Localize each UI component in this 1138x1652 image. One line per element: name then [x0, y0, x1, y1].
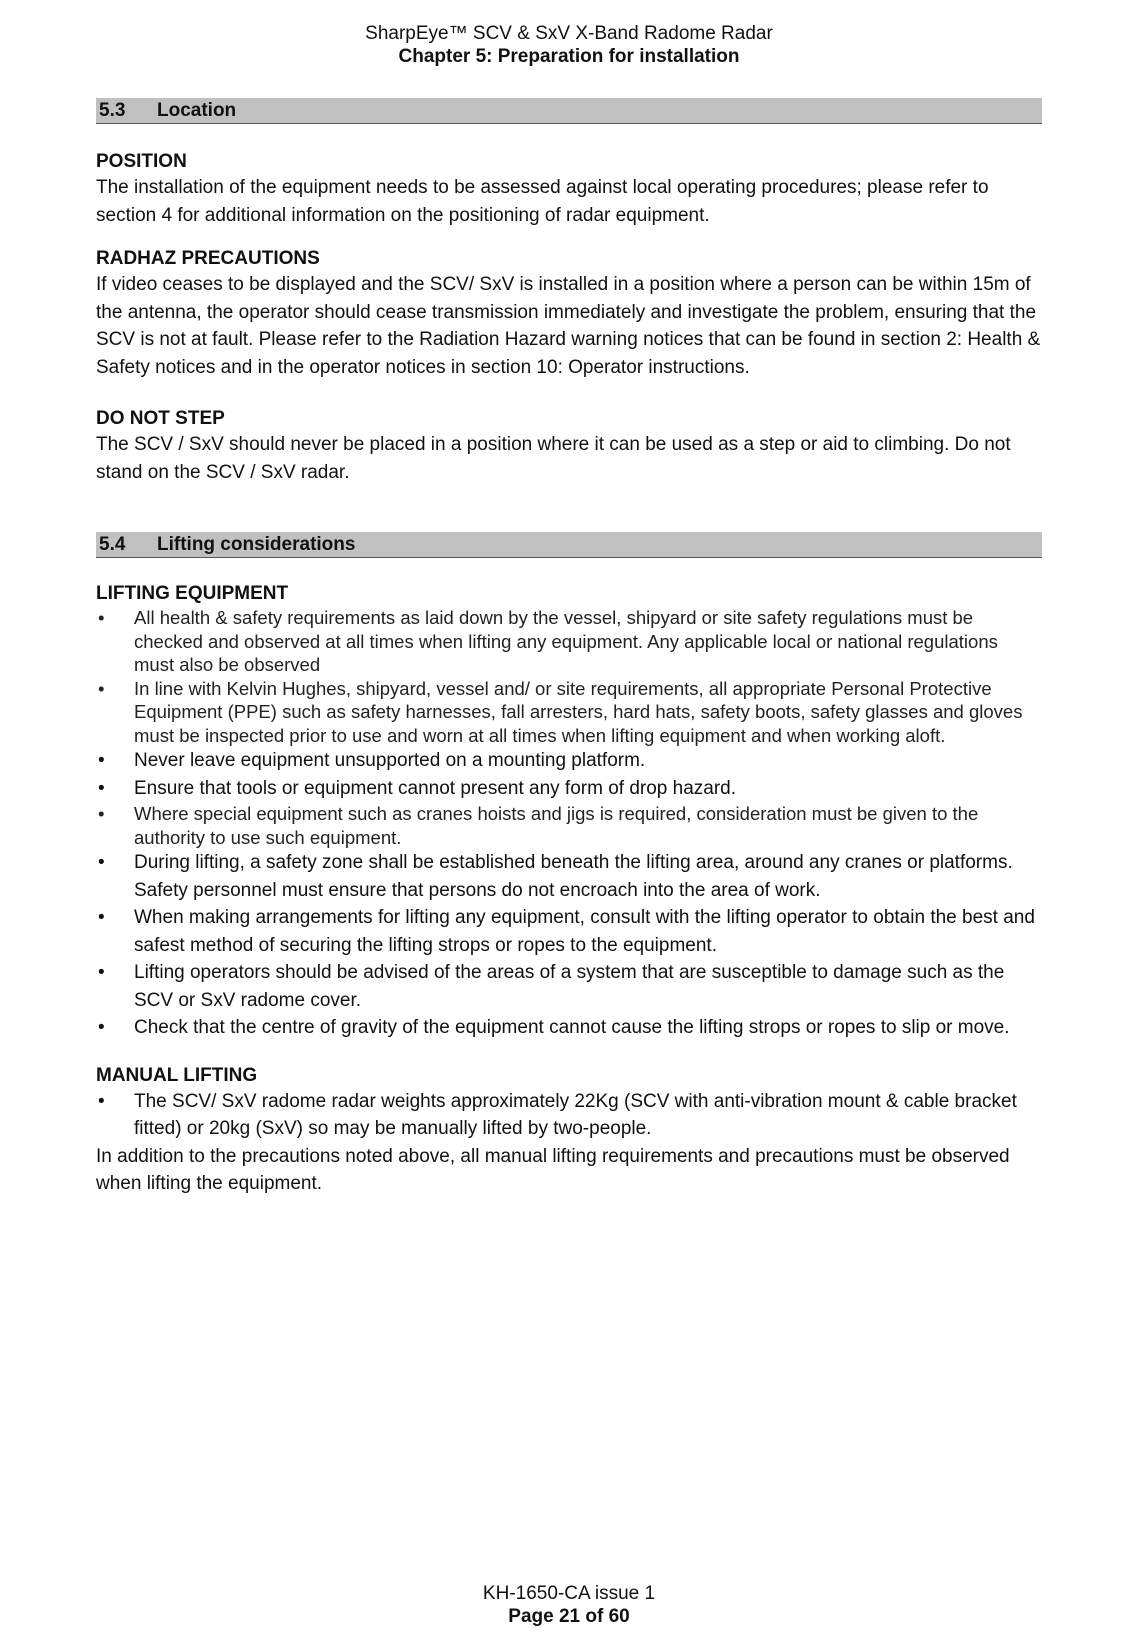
section-number: 5.4 — [99, 534, 126, 555]
list-item: • Check that the centre of gravity of the equipment cannot cause the lifting strops or ropes to slip or move. — [96, 1014, 1042, 1042]
chapter-title: Chapter 5: Preparation for installation — [398, 46, 740, 67]
subheading-manual-lifting: MANUAL LIFTING — [96, 1064, 258, 1086]
page-header — [0, 22, 1138, 68]
bullet-icon: • — [98, 1017, 105, 1038]
bullet-icon: • — [98, 803, 105, 824]
page-footer — [0, 1582, 1138, 1628]
bullet-icon: • — [98, 852, 105, 873]
section-heading-5-4 — [96, 532, 1042, 558]
list-item: • All health & safety requirements as laid down by the vessel, shipyard or site safety regulations must be checked and observed at all times when lifting any equipment. Any applicable local or national regulations must also be observed — [98, 607, 998, 675]
bullet-icon: • — [98, 607, 105, 628]
bullet-icon: • — [98, 907, 105, 928]
subheading-lifting-equipment: LIFTING EQUIPMENT — [96, 583, 289, 604]
section-heading-5-3 — [96, 98, 1042, 124]
document-title: SharpEye™ SCV & SxV X-Band Radome Radar — [365, 23, 773, 44]
manual-lifting-list — [96, 1088, 1042, 1143]
paragraph-manual-lifting: In addition to the precautions noted above, all manual lifting requirements and precautions must be observed when lifting the equipment. — [96, 1145, 1010, 1194]
list-item: • The SCV/ SxV radome radar weights approximately 22Kg (SCV with anti-vibration mount & cable bracket fitted) or 20kg (SxV) so may be manually lifted by two-people. — [96, 1088, 1042, 1143]
bullet-icon: • — [98, 777, 105, 799]
list-item: • In line with Kelvin Hughes, shipyard, vessel and/ or site requirements, all appropriate Personal Protective Equipment (PPE) such as safety harnesses, fall arresters, hard hats, safety boots, safety glasses and gloves must be inspected prior to use and worn at all times when lifting equipment and when working aloft. — [98, 677, 1023, 746]
page-content — [96, 98, 1042, 1198]
bullet-icon: • — [98, 677, 105, 699]
bullet-icon: • — [98, 1090, 105, 1112]
subheading-radhaz: RADHAZ PRECAUTIONS — [96, 248, 320, 269]
document-reference: KH-1650-CA issue 1 — [482, 1583, 656, 1604]
bullet-icon: • — [98, 750, 105, 771]
section-title: Location — [157, 100, 237, 121]
paragraph-position: The installation of the equipment needs to be assessed against local operating procedures; please refer to section 4 for additional information on the positioning of radar equipment. — [96, 177, 989, 226]
list-item: • During lifting, a safety zone shall be established beneath the lifting area, around any cranes or platforms. Safety personnel must ensure that persons do not encroach into the area of work. — [96, 849, 1042, 904]
page-number: Page 21 of 60 — [508, 1606, 630, 1627]
section-number: 5.3 — [99, 100, 126, 121]
list-item: • Where special equipment such as cranes hoists and jigs is required, consideration must be given to the authority to use such equipment. — [98, 803, 979, 848]
list-item: • Lifting operators should be advised of the areas of a system that are susceptible to damage such as the SCV or SxV radome cover. — [96, 959, 1042, 1014]
subheading-position: POSITION — [96, 151, 187, 172]
lifting-equipment-list — [96, 606, 1042, 1042]
bullet-icon: • — [98, 962, 105, 983]
paragraph-radhaz: If video ceases to be displayed and the SCV/ SxV is installed in a position where a person can be within 15m of the antenna, the operator should cease transmission immediately and investigate the problem, ensuring that the SCV is not at fault. Please refer to the Radiation Hazard warning notices that can be found in section 2: Health & Safety notices and in the operator notices in section 10: Operator instructions. — [96, 274, 1041, 378]
list-item: • When making arrangements for lifting any equipment, consult with the lifting operator to obtain the best and safest method of securing the lifting strops or ropes to the equipment. — [96, 904, 1042, 959]
paragraph-do-not-step: The SCV / SxV should never be placed in a position where it can be used as a step or aid to climbing. Do not stand on the SCV / SxV radar. — [96, 434, 1011, 483]
list-item: • Never leave equipment unsupported on a mounting platform. — [96, 747, 1042, 775]
list-item: • Ensure that tools or equipment cannot present any form of drop hazard. — [96, 775, 1042, 803]
subheading-do-not-step: DO NOT STEP — [96, 408, 225, 429]
section-title: Lifting considerations — [157, 534, 356, 555]
